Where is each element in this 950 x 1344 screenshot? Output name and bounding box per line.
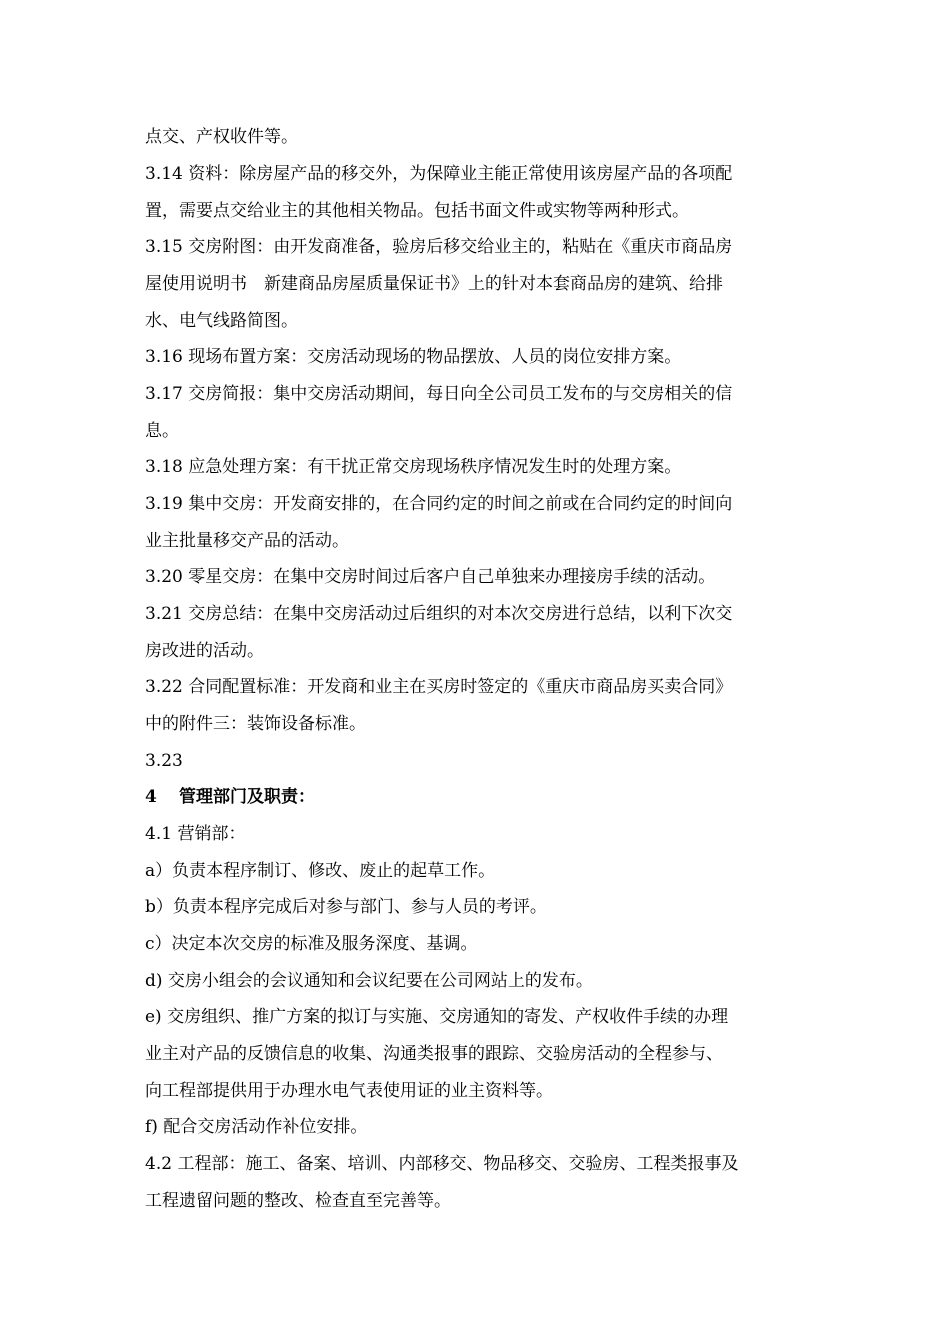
section-heading — [145, 785, 810, 809]
text-line: f) 配合交房活动作补位安排。 — [145, 1117, 368, 1137]
text-line: 3.14 资料：除房屋产品的移交外，为保障业主能正常使用该房屋产品的各项配 — [145, 164, 733, 184]
text-line: 息。 — [145, 421, 179, 441]
text-line: 业主批量移交产品的活动。 — [145, 531, 349, 551]
text-line: e) 交房组织、推广方案的拟订与实施、交房通知的寄发、产权收件手续的办理 — [145, 1007, 729, 1027]
text-line: 水、电气线路简图。 — [145, 311, 298, 331]
text-line: 3.17 交房简报：集中交房活动期间，每日向全公司员工发布的与交房相关的信 — [145, 384, 733, 404]
text-line: c）决定本次交房的标准及服务深度、基调。 — [145, 934, 478, 954]
text-line: 4.1 营销部： — [145, 824, 246, 844]
section-heading-number: 4 — [145, 787, 157, 807]
text-line: d) 交房小组会的会议通知和会议纪要在公司网站上的发布。 — [145, 971, 593, 991]
text-line: 业主对产品的反馈信息的收集、沟通类报事的跟踪、交验房活动的全程参与、 — [145, 1044, 723, 1064]
text-line: 屋使用说明书 新建商品房屋质量保证书》上的针对本套商品房的建筑、给排 — [145, 274, 723, 294]
text-line: 3.15 交房附图：由开发商准备，验房后移交给业主的，粘贴在《重庆市商品房 — [145, 237, 733, 257]
text-line: 3.23 — [145, 751, 183, 771]
text-line: 中的附件三：装饰设备标准。 — [145, 714, 366, 734]
text-line: 3.22 合同配置标准：开发商和业主在买房时签定的《重庆市商品房买卖合同》 — [145, 677, 733, 697]
text-line: 3.16 现场布置方案：交房活动现场的物品摆放、人员的岗位安排方案。 — [145, 347, 682, 367]
text-line: a）负责本程序制订、修改、废止的起草工作。 — [145, 861, 496, 881]
text-line: 3.19 集中交房：开发商安排的，在合同约定的时间之前或在合同约定的时间向 — [145, 494, 733, 514]
text-line: 置，需要点交给业主的其他相关物品。包括书面文件或实物等两种形式。 — [145, 201, 689, 221]
section-heading-title: 管理部门及职责： — [179, 787, 315, 807]
text-line: 向工程部提供用于办理水电气表使用证的业主资料等。 — [145, 1081, 553, 1101]
text-line: b）负责本程序完成后对参与部门、参与人员的考评。 — [145, 897, 547, 917]
text-line: 3.20 零星交房：在集中交房时间过后客户自己单独来办理接房手续的活动。 — [145, 567, 716, 587]
text-line: 工程遗留问题的整改、检查直至完善等。 — [145, 1191, 451, 1211]
text-line: 房改进的活动。 — [145, 641, 264, 661]
text-line: 3.21 交房总结：在集中交房活动过后组织的对本次交房进行总结，以利下次交 — [145, 604, 733, 624]
text-line: 4.2 工程部：施工、备案、培训、内部移交、物品移交、交验房、工程类报事及 — [145, 1154, 739, 1174]
text-line: 点交、产权收件等。 — [145, 127, 298, 147]
text-line: 3.18 应急处理方案：有干扰正常交房现场秩序情况发生时的处理方案。 — [145, 457, 682, 477]
